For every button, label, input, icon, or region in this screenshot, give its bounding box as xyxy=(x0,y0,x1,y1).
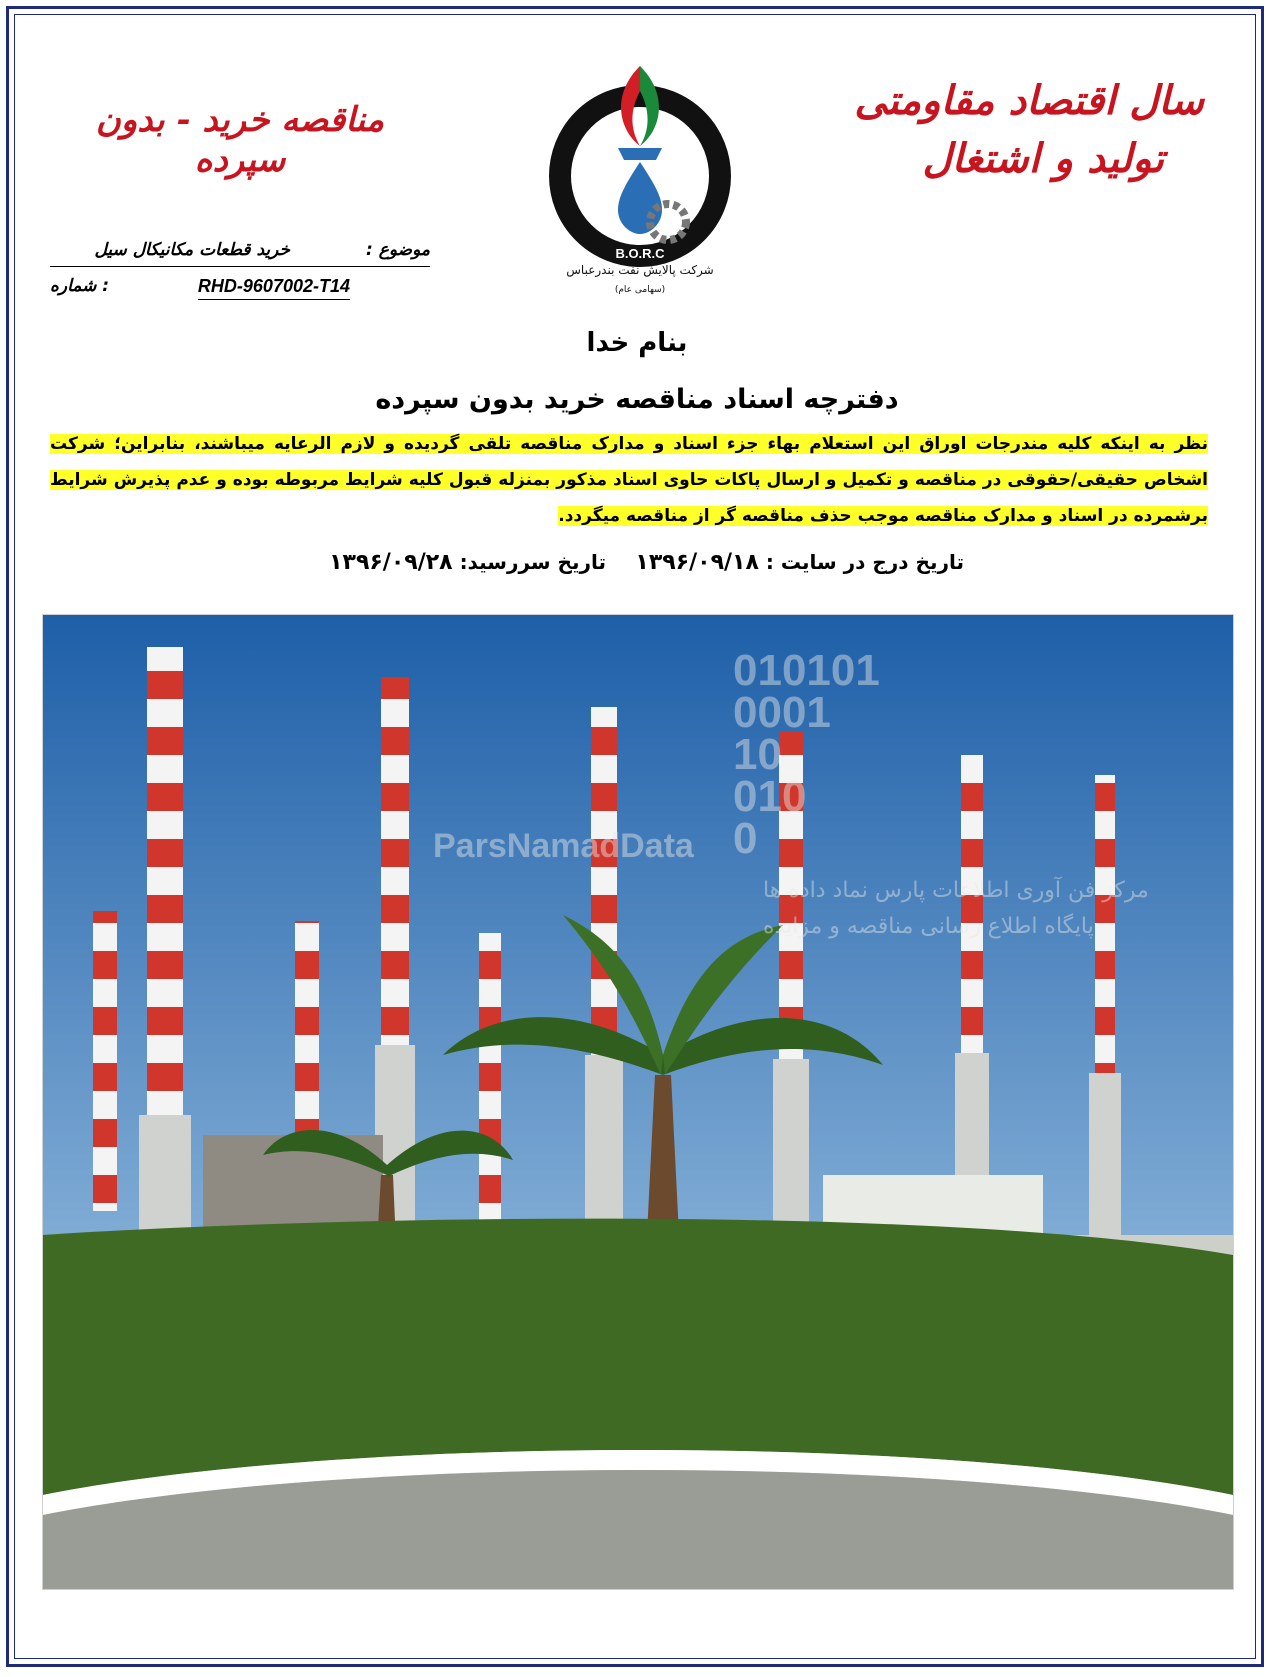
posted-date-value: ۱۳۹۶/۰۹/۱۸ xyxy=(635,550,759,575)
deadline-date-value: ۱۳۹۶/۰۹/۲۸ xyxy=(329,550,453,575)
slogan-line-2: تولید و اشتغال xyxy=(922,135,1164,182)
logo-company-name: شرکت پالایش نفت بندرعباس xyxy=(566,263,714,277)
number-label: : شماره xyxy=(50,276,110,296)
watermark-line-1: مرکز فن آوری اطلاعات پارس نماد داده ها xyxy=(763,878,1149,903)
refinery-illustration xyxy=(43,615,1233,1589)
year-slogan xyxy=(844,72,1204,188)
logo-company-type: (سهامی عام) xyxy=(614,285,666,295)
notice-paragraph xyxy=(50,426,1208,534)
number-row xyxy=(50,272,430,302)
deadline-date xyxy=(329,550,606,575)
basmala-heading: بنام خدا xyxy=(586,328,688,358)
document-title: دفترچه اسناد مناقصه خرید بدون سپرده xyxy=(375,384,899,415)
watermark-digits-2: 0001 xyxy=(733,688,831,737)
subject-value: خرید قطعات مکانیکال سیل xyxy=(94,240,290,260)
watermark-brand: ParsNamadData xyxy=(433,827,694,865)
refinery-photo xyxy=(42,614,1234,1590)
watermark-digits-1: 010101 xyxy=(733,646,880,695)
number-value: RHD-9607002-T14 xyxy=(198,276,350,300)
slogan-line-1: سال اقتصاد مقاومتی xyxy=(854,77,1204,124)
deadline-date-label: تاریخ سررسید: xyxy=(459,550,606,574)
posted-date-label: تاریخ درج در سایت : xyxy=(765,550,964,574)
watermark-digits-3: 10 xyxy=(733,730,782,779)
watermark-line-2: پایگاه اطلاع رسانی مناقصه و مزایده xyxy=(763,914,1094,939)
borc-logo-icon xyxy=(540,36,740,306)
tender-type-title: مناقصه خرید - بدون سپرده xyxy=(95,100,385,180)
notice-text: نظر به اینکه کلیه مندرجات اوراق این استعلام بهاء جزء اسناد و مدارک مناقصه تلقی گردیده و لازم الرعایه میباشند، بنابراین؛ شرکت اشخاص حقیقی/حقوقی در مناقصه و تکمیل و ارسال پاکات حاوی اسناد مذکور بمنزله قبول کلیه شرایط مربوطه بوده و عدم پذیرش شرایط برشمرده در اسناد و مدارک مناقصه موجب حذف مناقصه گر از مناقصه میگردد. xyxy=(50,434,1208,526)
watermark-digits-5: 0 xyxy=(733,814,758,863)
logo-acronym: B.O.R.C xyxy=(615,246,665,261)
posted-date xyxy=(635,550,964,575)
subject-label: موضوع : xyxy=(366,240,430,260)
company-logo xyxy=(540,36,740,306)
watermark-digits-4: 010 xyxy=(733,772,807,821)
subject-row xyxy=(50,236,430,267)
